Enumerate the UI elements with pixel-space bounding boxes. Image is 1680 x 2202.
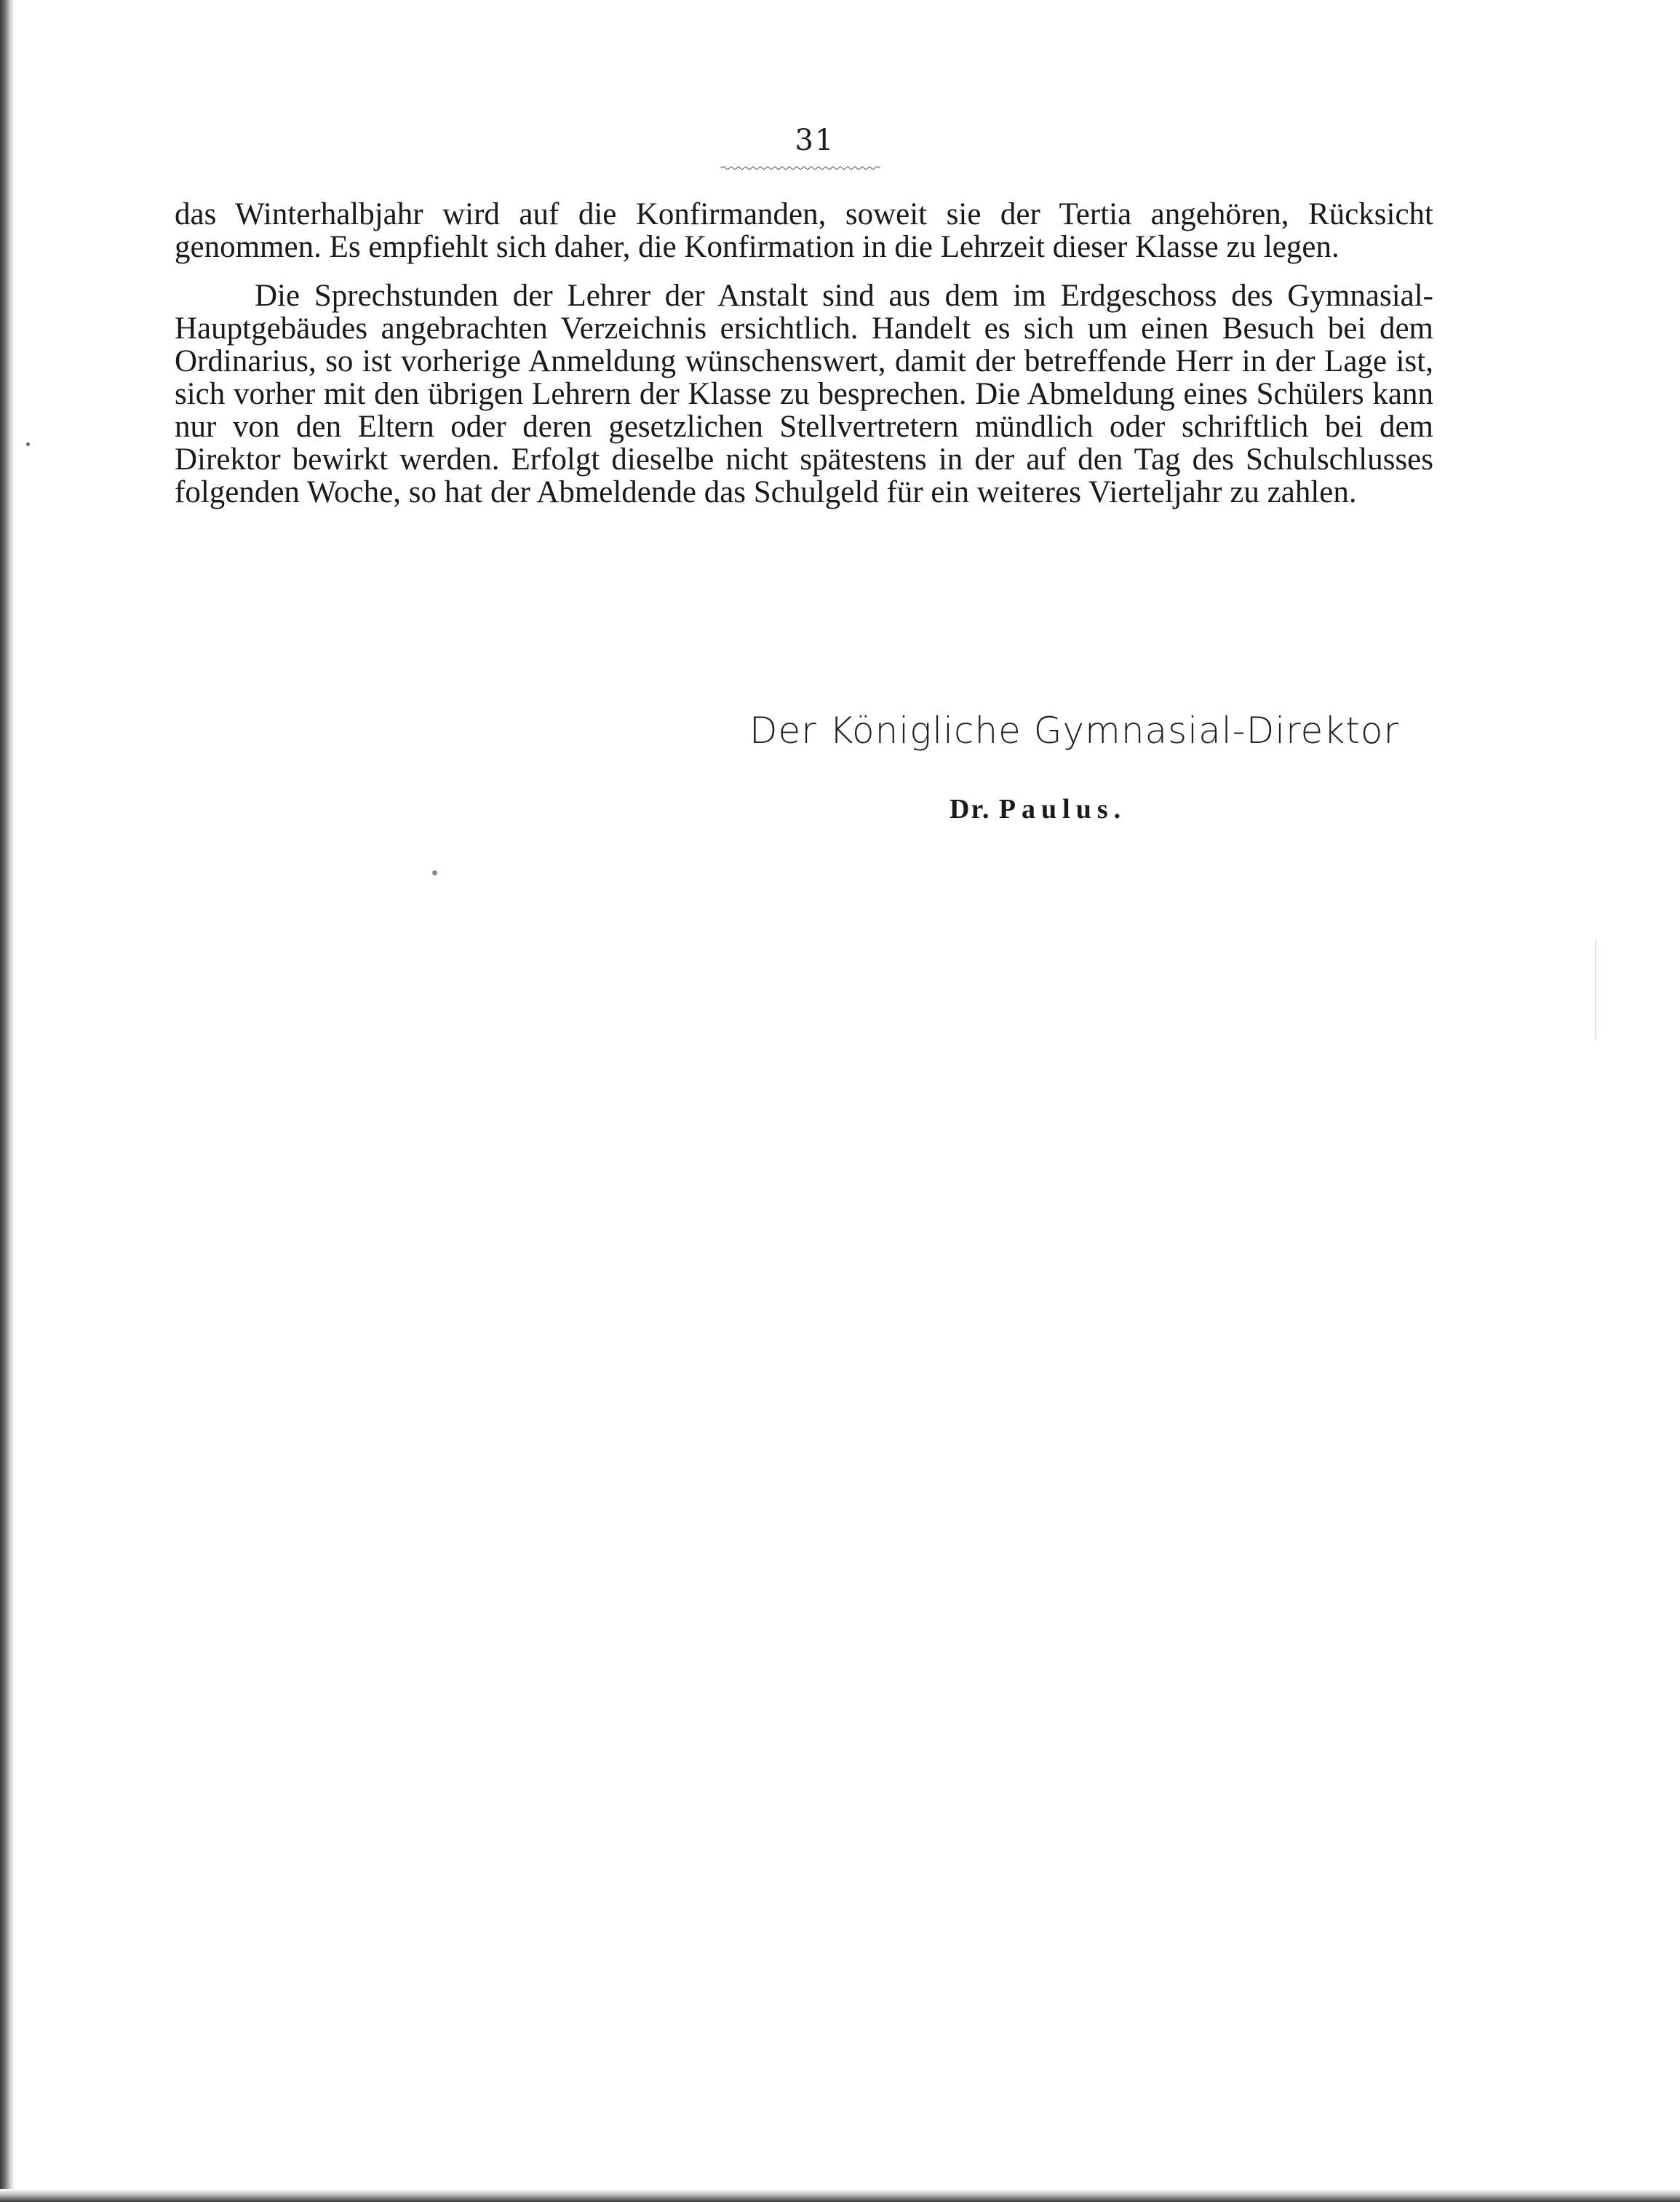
scan-border-left [0, 0, 15, 2202]
page-number: 31 [795, 124, 835, 157]
signature-title: Der Königliche Gymnasial-Direktor [749, 710, 1400, 752]
signature-name [950, 793, 1241, 825]
ink-speck [26, 442, 30, 446]
paragraph-1: das Winterhalbjahr wird auf die Konfirmanden, soweit sie der Tertia angehören, Rücksicht genommen. Es empfiehlt sich daher, die Konfirmation in die Lehrzeit dieser Klasse zu legen. [175, 197, 1433, 264]
signature-name-prefix: Dr. [950, 794, 991, 824]
paragraph-2: Die Sprechstunden der Lehrer der Anstalt sind aus dem im Erdgeschoss des Gymnasial-Hauptgebäudes angebrachten Verzeichnis ersichtlich. Handelt es sich um einen Besuch bei dem Ordinarius, so ist vorherige Anmeldung wünschenswert, damit der betreffende Herr in der Lage ist, sich vorher mit den übrigen Lehrern der Klasse zu besprechen. Die Abmeldung eines Schülers kann nur von den Eltern oder deren gesetzlichen Stellvertretern mündlich oder schriftlich bei dem Direktor bewirkt werden. Erfolgt dieselbe nicht spätestens in der auf den Tag des Schulschlusses folgenden Woche, so hat der Abmeldende das Schulgeld für ein weiteres Vierteljahr zu zahlen. [175, 279, 1433, 509]
scan-artifact-line [1595, 939, 1596, 1041]
signature-surname: Paulus. [998, 794, 1127, 824]
page-number-ornament [720, 166, 880, 170]
ink-speck [432, 870, 437, 875]
scan-border-bottom [0, 2189, 1680, 2202]
body-text [175, 198, 1433, 509]
